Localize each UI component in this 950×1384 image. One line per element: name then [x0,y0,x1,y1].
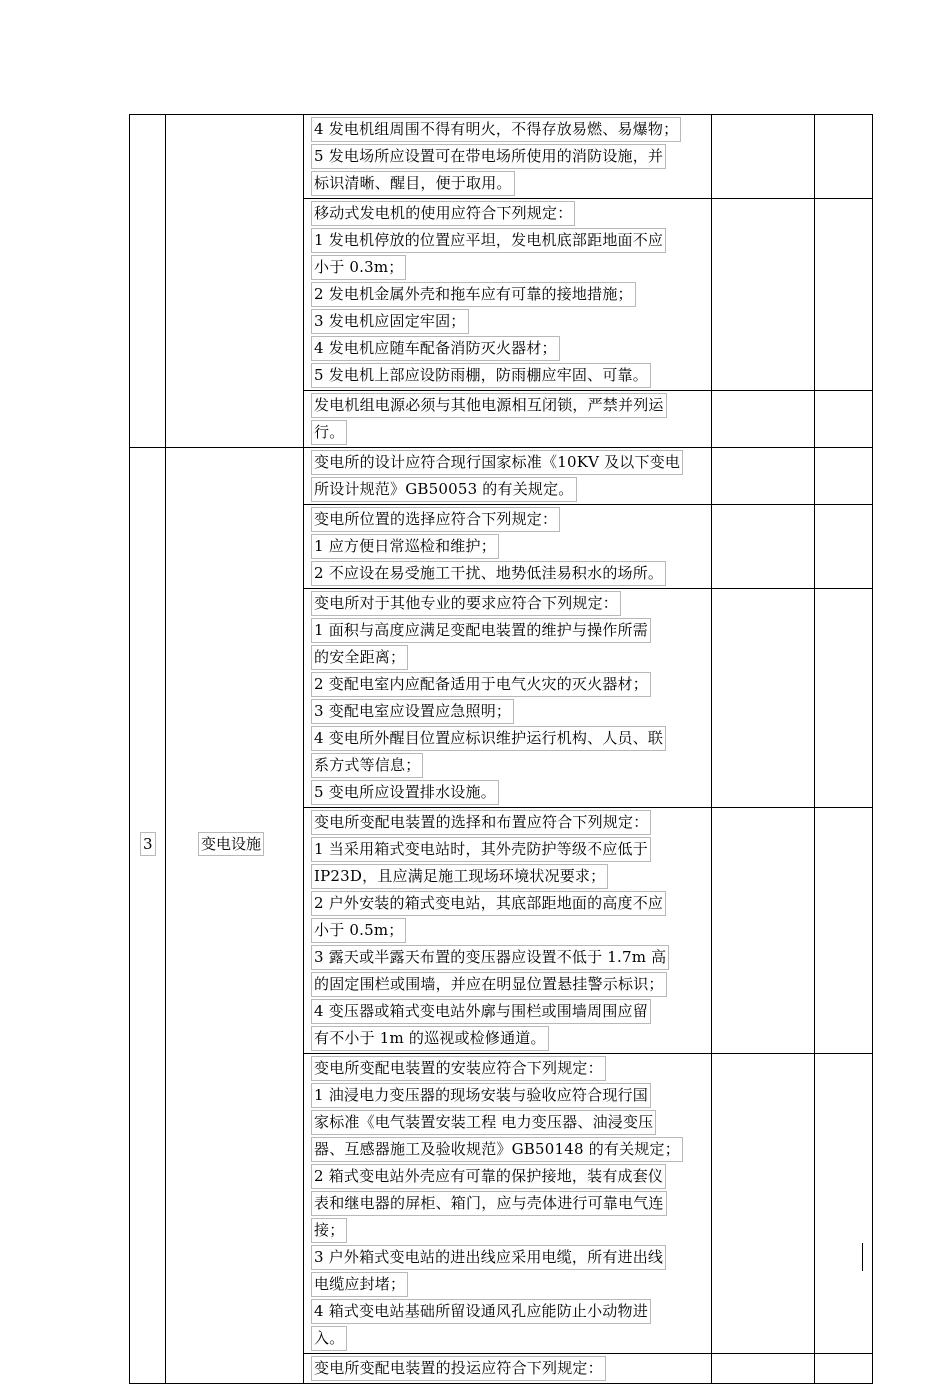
requirement-line: 变电所的设计应符合现行国家标准《10KV 及以下变电 [311,450,683,475]
requirement-line: 变电所变配电装置的选择和布置应符合下列规定： [311,810,651,835]
requirement-cell [304,391,712,448]
requirement-line: 所设计规范》GB50053 的有关规定。 [311,477,577,502]
requirement-line: IP23D，且应满足施工现场环境状况要求； [311,864,608,889]
requirement-line: 变电所变配电装置的安装应符合下列规定： [311,1056,606,1081]
requirement-line: 1 当采用箱式变电站时，其外壳防护等级不应低于 [311,837,651,862]
requirement-line: 行。 [311,420,347,445]
remarks-cell [815,115,873,199]
requirement-line: 2 变配电室内应配备适用于电气火灾的灭火器材； [311,672,651,697]
requirement-line: 发电机组电源必须与其他电源相互闭锁，严禁并列运 [311,393,667,418]
requirement-line: 2 不应设在易受施工干扰、地势低洼易积水的场所。 [311,561,666,586]
requirement-line: 2 箱式变电站外壳应有可靠的保护接地，装有成套仪 [311,1164,666,1189]
remarks-cell [815,808,873,1054]
group-category-label: 变电设施 [198,832,264,856]
remarks-cell [815,1354,873,1384]
requirement-line: 3 变配电室应设置应急照明； [311,699,514,724]
category-cell [166,448,304,1384]
requirement-cell [304,199,712,391]
requirement-line: 1 发电机停放的位置应平坦，发电机底部距地面不应 [311,228,666,253]
category-cell [166,115,304,448]
check-result-cell [712,448,815,505]
requirement-line: 4 发电机应随车配备消防灭火器材； [311,336,560,361]
remarks-cell [815,589,873,808]
index-cell [130,115,166,448]
requirement-line: 4 箱式变电站基础所留设通风孔应能防止小动物进 [311,1299,651,1324]
check-result-cell [712,505,815,589]
requirement-line: 5 变电所应设置排水设施。 [311,780,499,805]
requirement-cell [304,115,712,199]
requirement-line: 3 户外箱式变电站的进出线应采用电缆，所有进出线 [311,1245,666,1270]
requirement-line: 2 户外安装的箱式变电站，其底部距地面的高度不应 [311,891,666,916]
requirement-line: 小于 0.5m； [311,918,406,943]
check-result-cell [712,391,815,448]
check-result-cell [712,115,815,199]
requirement-line: 系方式等信息； [311,753,423,778]
requirement-line: 4 发电机组周围不得有明火，不得存放易燃、易爆物； [311,117,681,142]
requirement-line: 接； [311,1218,347,1243]
requirement-cell [304,505,712,589]
requirement-cell [304,1354,712,1384]
requirement-line: 5 发电场所应设置可在带电场所使用的消防设施，并 [311,144,666,169]
remarks-cell [815,391,873,448]
remarks-cell [815,505,873,589]
requirement-line: 有不小于 1m 的巡视或检修通道。 [311,1026,549,1051]
requirement-line: 器、互感器施工及验收规范》GB50148 的有关规定； [311,1137,683,1162]
index-cell [130,448,166,1384]
requirement-line: 1 油浸电力变压器的现场安装与验收应符合现行国 [311,1083,651,1108]
inspection-table [129,114,873,1384]
requirement-line: 入。 [311,1326,347,1351]
requirement-line: 标识清晰、醒目，便于取用。 [311,171,515,196]
requirement-cell [304,1054,712,1354]
requirement-line: 变电所位置的选择应符合下列规定： [311,507,560,532]
requirement-line: 变电所变配电装置的投运应符合下列规定： [311,1356,606,1381]
requirement-line: 3 发电机应固定牢固； [311,309,469,334]
requirement-line: 的安全距离； [311,645,408,670]
requirement-line: 5 发电机上部应设防雨棚，防雨棚应牢固、可靠。 [311,363,651,388]
requirement-line: 1 面积与高度应满足变配电装置的维护与操作所需 [311,618,651,643]
requirement-cell [304,589,712,808]
check-result-cell [712,199,815,391]
check-result-cell [712,589,815,808]
table-row [130,115,873,199]
requirement-line: 小于 0.3m； [311,255,406,280]
requirement-line: 4 变压器或箱式变电站外廓与围栏或围墙周围应留 [311,999,651,1024]
requirement-line: 3 露天或半露天布置的变压器应设置不低于 1.7m 高 [311,945,669,970]
group-index-label: 3 [140,832,156,856]
requirement-cell [304,448,712,505]
remarks-cell [815,448,873,505]
check-result-cell [712,808,815,1054]
requirement-line: 家标准《电气装置安装工程 电力变压器、油浸变压 [311,1110,656,1135]
requirement-line: 2 发电机金属外壳和拖车应有可靠的接地措施； [311,282,636,307]
check-result-cell [712,1054,815,1354]
requirement-line: 1 应方便日常巡检和维护； [311,534,499,559]
remarks-cell [815,199,873,391]
requirement-line: 表和继电器的屏柜、箱门，应与壳体进行可靠电气连 [311,1191,667,1216]
requirement-line: 变电所对于其他专业的要求应符合下列规定： [311,591,621,616]
requirement-line: 移动式发电机的使用应符合下列规定： [311,201,575,226]
requirement-cell [304,808,712,1054]
remarks-cell [815,1054,873,1354]
table-row [130,448,873,505]
requirement-line: 电缆应封堵； [311,1272,408,1297]
check-result-cell [712,1354,815,1384]
requirement-line: 4 变电所外醒目位置应标识维护运行机构、人员、联 [311,726,666,751]
page-edge-rule [862,1243,863,1271]
requirement-line: 的固定围栏或围墙，并应在明显位置悬挂警示标识； [311,972,667,997]
